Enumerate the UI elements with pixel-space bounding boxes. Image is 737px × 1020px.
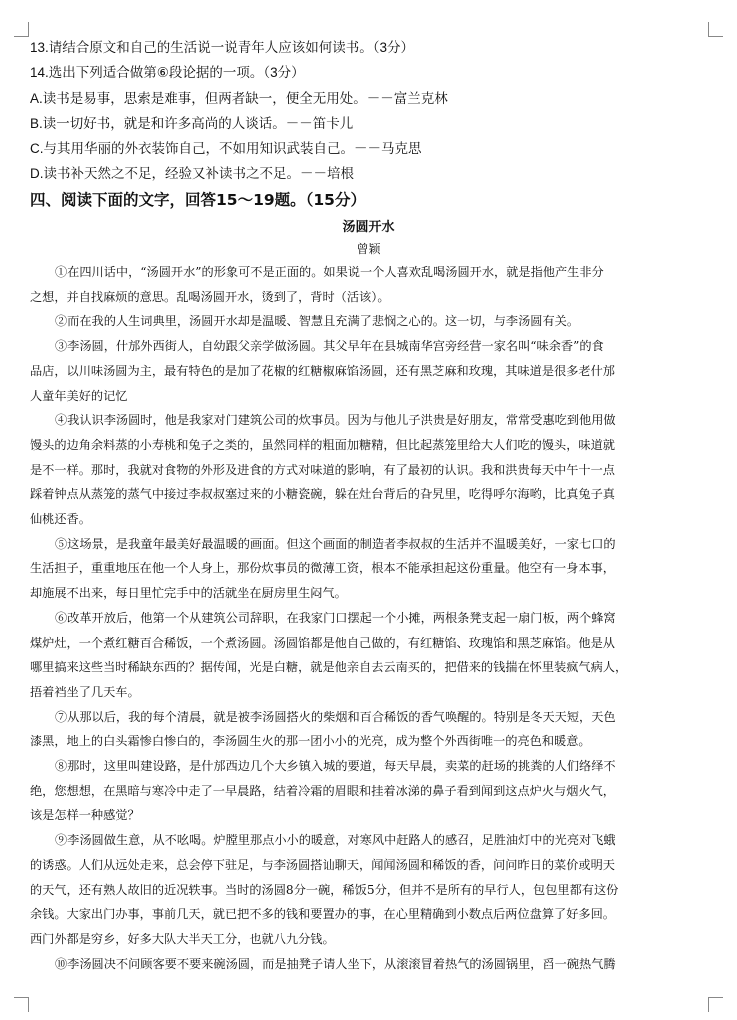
article-line: 馒头的边角余料蒸的小寿桃和兔子之类的，虽然同样的粗面加糖精，但比起蒸笼里给大人们吃的馒头，味道就 [30,437,615,452]
article-line: 西门外都是穷乡，好多大队大半天工分，也就八九分钱。 [30,931,335,946]
question-13: 13.请结合原文和自己的生活说一说青年人应该如何读书。（3分） [30,40,415,55]
article-line: 该是怎样一种感觉？ [30,808,140,823]
option-d: D.读书补天然之不足，经验又补读书之不足。－－培根 [30,166,354,181]
article-title: 汤圆开水 [342,220,395,235]
article-line: 捂着裆坐了几天车。 [30,684,140,699]
option-c: C.与其用华丽的外衣装饰自己，不如用知识武装自己。－－马克思 [30,141,422,156]
article-line: ⑥改革开放后，他第一个从建筑公司辞职，在我家门口摆起一个小摊，两根条凳支起一扇门板，两个蜂窝 [55,610,616,625]
article-line: ⑨李汤圆做生意，从不吆喝。炉膛里那点小小的暖意，对寒风中赶路人的感召，足胜油灯中的光亮对飞蛾 [55,833,616,848]
article-line: 仙桃还香。 [30,512,91,526]
article-line: 生活担子，重重地压在他一个人身上，那份炊事员的微薄工资，根本不能承担起这份重量。他空有一身本事， [30,561,615,576]
article-line: 煤炉灶，一个煮红糖百合稀饭，一个煮汤圆。汤圆馅都是他自己做的，有红糖馅、玫瑰馅和黑芝麻馅。他是从 [30,635,615,650]
article-line: 哪里搞来这些当时稀缺东西的？据传闻，光是白糖，就是他亲自去云南买的，把借来的钱揣在怀里装疯气病人， [30,660,628,675]
article-author: 曾颖 [356,242,381,256]
article-line: 品店，以川味汤圆为主，最有特色的是加了花椒的红糖椒麻馅汤圆，还有黑芝麻和玫瑰，其味道是很多老什邡 [30,363,615,378]
article-line: 的天气，还有熟人故旧的近况轶事。当时的汤圆8分一碗，稀饭5分，但并不是所有的早行人，包包里都有这份 [30,882,619,897]
article-line: ⑩李汤圆决不问顾客要不要来碗汤圆，而是抽凳子请人坐下，从滚滚冒着热气的汤圆锅里，舀一碗热气腾 [55,956,616,971]
question-14: 14.选出下列适合做第⑥段论据的一项。（3分） [30,65,305,80]
article-line: 人童年美好的记忆 [30,388,128,403]
article-line: 的诱惑。人们从远处走来，总会停下驻足，与李汤圆搭讪聊天，闻闻汤圆和稀饭的香，问问昨日的菜价或明天 [30,857,615,872]
option-a: A.读书是易事，思索是难事，但两者缺一，便全无用处。－－富兰克林 [30,91,448,106]
article-line: ⑧那时，这里叫建设路，是什邡西边几个大乡镇入城的要道，每天早晨，卖菜的赶场的挑粪的人们络绎不 [55,759,616,773]
article-line: 漆黑，地上的白头霜惨白惨白的，李汤圆生火的那一团小小的光亮，成为整个外西街唯一的亮色和暖意。 [30,734,591,749]
article-line: 却施展不出来，每日里忙完手中的活就坐在厨房里生闷气。 [30,586,347,601]
crop-mark-top-right [708,22,723,37]
article-line: ⑦从那以后，我的每个清晨，就是被李汤圆搭火的柴烟和百合稀饭的香气唤醒的。特别是冬天天短，天色 [55,709,616,724]
article-line: 是不一样。那时，我就对食物的外形及进食的方式对味道的影响，有了最初的认识。我和洪贵每天中午十一点 [30,462,615,477]
article-line: ②而在我的人生词典里，汤圆开水却是温暖、智慧且充满了悲悯之心的。这一切，与李汤圆有关。 [55,314,580,329]
article-line: ①在四川话中，“汤圆开水”的形象可不是正面的。如果说一个人喜欢乱喝汤圆开水，就是指他产生非分 [55,265,604,279]
crop-mark-bottom-left [14,997,29,1012]
article-line: 之想，并自找麻烦的意思。乱喝汤圆开水，烫到了，背时（活该）。 [30,289,390,304]
option-b: B.读一切好书，就是和许多高尚的人谈话。－－笛卡儿 [30,116,354,131]
article-line: ③李汤圆，什邡外西街人，自幼跟父亲学做汤圆。其父早年在县城南华宫旁经营一家名叫“味余香”的食 [55,339,604,354]
article-line: ⑤这场景，是我童年最美好最温暖的画面。但这个画面的制造者李叔叔的生活并不温暖美好，一家七口的 [55,536,616,551]
crop-mark-bottom-right [708,997,723,1012]
crop-mark-top-left [14,22,29,37]
article-line: 绝，您想想，在黑暗与寒冷中走了一早晨路，结着冷霜的眉眼和挂着冰涕的鼻子看到闻到这点炉火与烟火气， [30,783,615,798]
article-line: ④我认识李汤圆时，他是我家对门建筑公司的炊事员。因为与他儿子洪贵是好朋友，常常受惠吃到他用做 [55,413,616,428]
article-line: 余钱。大家出门办事，事前几天，就已把不多的钱和要置办的事，在心里精确到小数点后两位盘算了好多回。 [30,907,615,922]
article-line: 踩着钟点从蒸笼的蒸气中接过李叔叔塞过来的小糖瓷碗，躲在灶台背后的旮旯里，吃得呼尔海哟，比真兔子真 [30,487,615,502]
section-heading: 四、阅读下面的文字，回答15～19题。（15分） [30,191,366,209]
